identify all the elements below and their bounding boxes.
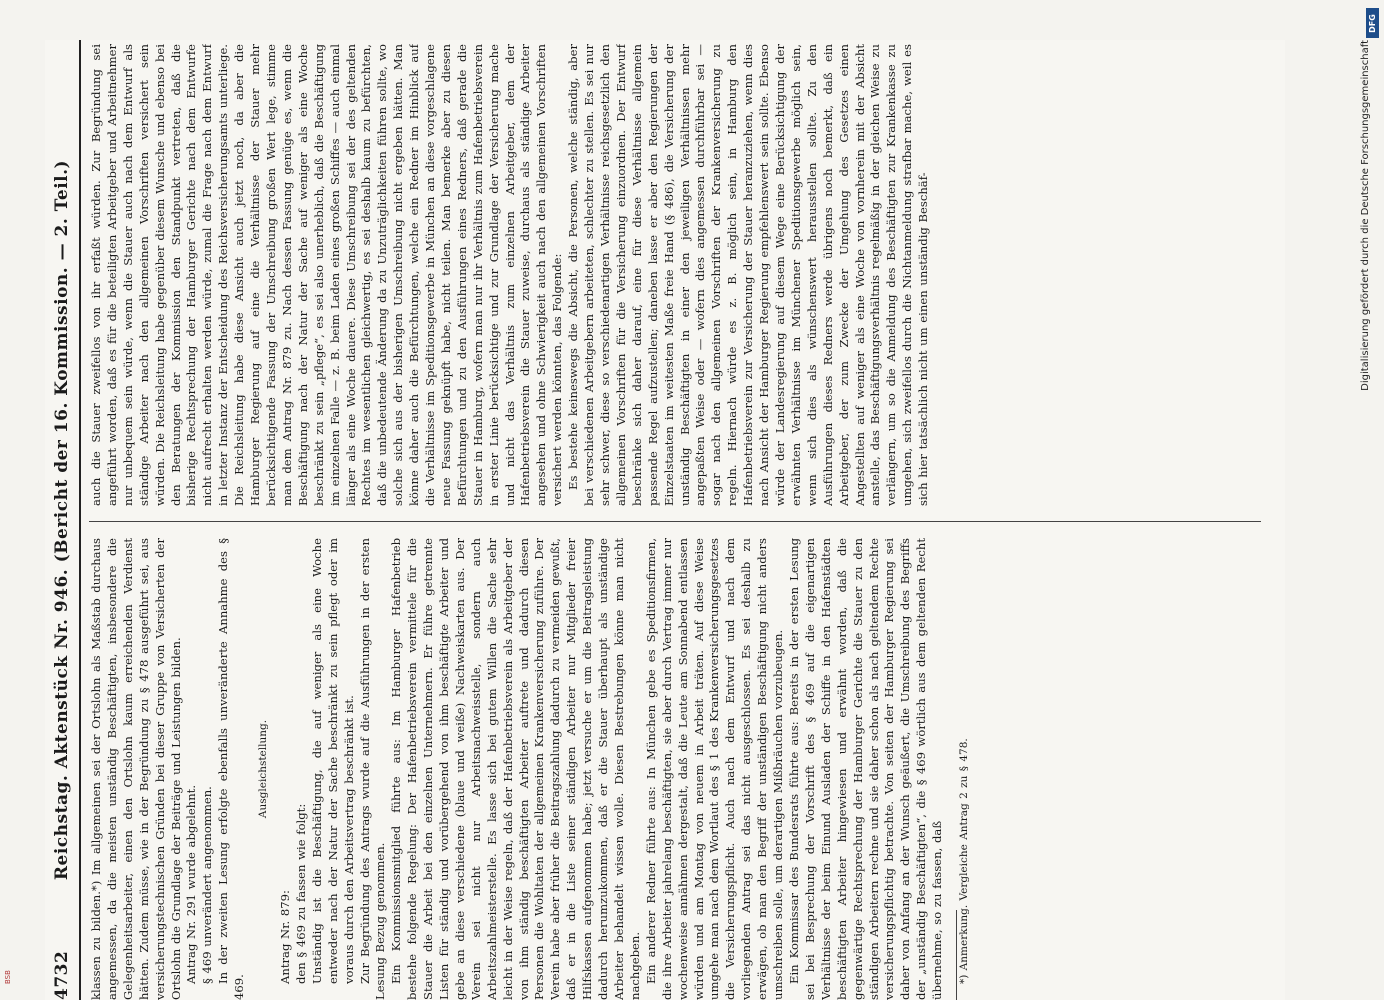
paragraph: auch die Stauer zweifellos von ihr erfaßt würden. Zur Begründung sei angeführt worden, daß es für die beteiligten Arbeitgeber und Arbeitnehmer nur unbequem sein würde, wenn die Stauer auch nach dem Entwurf als ständige Arbeiter nach den allgemeinen Vorschriften versichert sein würden. Die Reichsleitung habe gegenüber diesem Wunsche und ebenso bei den Beratungen der Kommission den Standpunkt vertreten, daß die bisherige Rechtsprechung der Hamburger Gerichte nach dem Entwurfe nicht aufrecht erhalten werden würde, zumal die Frage nach dem Entwurf in letzter Instanz der Entscheidung des Reichsversicherungsamts unterliege. Die Reichsleitung habe diese Ansicht auch jetzt noch, da aber die Hamburger Regierung auf eine die Verhältnisse der Stauer mehr berücksichtigende Fassung der Umschreibung großen Wert lege, stimme man dem Antrag Nr. 879 zu. Nach dessen Fassung genüge es, wenn die Beschäftigung nach der Natur der Sache auf weniger als eine Woche beschränkt zu sein „pflege“, es sei also unerheblich, daß die Beschäftigung im einzelnen Falle — z. B. beim Laden eines großen Schiffes — auch einmal länger als eine Woche dauere. Diese Umschreibung sei der des geltenden Rechtes im wesentlichen gleichwertig, es sei deshalb kaum zu befürchten, daß die unbedeutende Änderung da zu Unzuträglichkeiten führen sollte, wo solche sich aus der bisherigen Umschreibung nicht ergeben hätten. Man könne daher auch die Befürchtungen, welche ein Redner im Hinblick auf die Verhältnisse im Speditionsgewerbe in München an diese vorgeschlagene neue Fassung geknüpft habe, nicht teilen. Man bemerke aber zu diesen Befürchtungen und zu den Ausführungen eines Redners, daß gerade die Stauer in Hamburg, wofern man nur ihr Verhältnis zum Hafenbetriebsverein in erster Linie berücksichtige und zur Grundlage der Versicherung mache und nicht das Verhältnis zum einzelnen Arbeitgeber, dem der Hafenbetriebsverein die Stauer zuweise, durchaus als ständige Arbeiter angesehen und ohne Schwierigkeit auch nach den allgemeinen Vorschriften versichert werden könnten, das Folgende: bbox=[89, 44, 565, 506]
page-header bbox=[45, 40, 81, 1000]
motion-text: Unständig ist die Beschäftigung, die auf weniger als eine Woche entweder nach der Natur der Sache beschränkt zu sein pflegt oder im voraus durch den Arbeitsvertrag beschränkt ist. bbox=[309, 538, 356, 984]
right-text-column bbox=[89, 44, 1261, 506]
paragraph: klassen zu bilden.*) Im allgemeinen sei der Ortslohn als Maßstab durchaus angemessen, da die meisten unständig Beschäftigten, insbesondere die Gelegenheitsarbeiter, einen den Ortslohn kaum erreichenden Verdienst hätten. Zudem müsse, wie in der Begründung zu § 478 ausgeführt sei, aus versicherungstechnischen Gründen bei dieser Gruppe von Versicherten der Ortslohn die Grundlage der Beiträge und Leistungen bilden. bbox=[89, 538, 183, 1000]
paragraph: Zur Begründung des Antrags wurde auf die Ausführungen in der ersten Lesung Bezug genommen. bbox=[357, 538, 388, 1000]
paragraph: Es bestehe keineswegs die Absicht, die Personen, welche ständig, aber bei verschiedenen Arbeitgebern arbeiteten, schlechter zu stellen. Es sei nur sehr schwer, diese so verschiedenartigen Verhältnisse reichsgesetzlich den allgemeinen Vorschriften für die Versicherung einzuordnen. Der Entwurf beschränke sich daher darauf, eine für diese Verhältnisse allgemein passende Regel aufzustellen; daneben lasse er aber den Regierungen der Einzelstaaten im weitesten Maße freie Hand (§ 486), die Versicherung der unständig Beschäftigten in einer den jeweiligen Verhältnissen mehr angepaßten Weise oder — wofern dies angemessen durchführbar sei — sogar nach den allgemeinen Vorschriften der Krankenversicherung zu regeln. Hiernach würde es z. B. möglich sein, in Hamburg den Hafenbetriebsverein zur Versicherung der Stauer heranzuziehen, wenn dies nach Ansicht der Hamburger Regierung empfehlenswert sein sollte. Ebenso würde der Landesregierung auf diesem Wege eine Berücksichtigung der erwähnten Verhältnisse im Münchener Speditionsgewerbe möglich sein, wenn sich dies als wünschenswert herausstellen sollte. Zu den Ausführungen dieses Redners werde übrigens noch bemerkt, daß ein Arbeitgeber, der zum Zwecke der Umgehung des Gesetzes einen Angestellten auf weniger als eine Woche von vornherein mit der Absicht anstelle, das Beschäftigungsverhältnis regelmäßig in der gleichen Weise zu verlängern, um so die Anmeldung des Beschäftigten zur Krankenkasse zu umgehen, sich zweifellos durch die Nichtanmeldung strafbar mache, weil es sich hier tatsächlich nicht um einen unständig Beschäf- bbox=[566, 44, 931, 506]
digitization-credit: Digitalisierung gefördert durch die Deutsche Forschungsgemeinschaft bbox=[1360, 40, 1371, 391]
page-number: 4732 bbox=[52, 950, 72, 1000]
paragraph: Ein Kommissar des Bundesrats führte aus: Bereits in der ersten Lesung sei bei Besprechung der Vorschrift des § 469 auf die eigenartigen Verhältnisse der beim Einund Ausladen der Schiffe in den Hafenstädten beschäftigten Arbeiter hingewiesen und erwähnt worden, daß die gegenwärtige Rechtsprechung der Hamburger Gerichte die Stauer zu den ständigen Arbeitern rechne und sie daher schon als nach geltendem Rechte versicherungspflichtig betrachte. Von seiten der Hamburger Regierung sei daher von Anfang an der Wunsch geäußert, die Umschreibung des Begriffs der „unständig Beschäftigten“, die § 469 wörtlich aus dem geltenden Recht übernehme, so zu fassen, daß bbox=[786, 538, 945, 1000]
dfg-logo: DFG bbox=[1366, 8, 1379, 38]
paragraph: In der zweiten Lesung erfolgte ebenfalls unveränderte Annahme des § 469. bbox=[216, 538, 247, 1000]
paragraph: Antrag Nr. 291 wurde abgelehnt. bbox=[184, 784, 199, 984]
paragraph: Ein Kommissionsmitglied führte aus: Im Hamburger Hafenbetrieb bestehe folgende Regelung: Der Hafenbetriebsverein vermittele für die Stauer die Arbeit bei den einzelnen Unternehmern. Er führe getrennte Listen für ständig und vorübergehend von ihm beschäftigte Arbeiter und gebe an diese verschiedene (blaue und weiße) Nachweiskarten aus. Der Verein sei nicht nur Arbeitsnachweisstelle, sondern auch Arbeitszahlmeisterstelle. Es lasse sich bei gutem Willen die Sache sehr leicht in der Weise regeln, daß der Hafenbetriebsverein als Arbeitgeber der von ihm ständig beschäftigten Arbeiter auftrete und dadurch diesen Personen die Wohltaten der allgemeinen Krankenversicherung zuführe. Der Verein habe aber früher die Beitragszahlung dadurch zu vermeiden gewußt, daß er in die Liste seiner ständigen Arbeiter nur Mitglieder freier Hilfskassen aufgenommen habe; jetzt versuche er um die Beitragsleistung dadurch herumzukommen, daß er die Stauer überhaupt als unständige Arbeiter behandelt wissen wolle. Diesen Bestrebungen könne man nicht nachgeben. bbox=[389, 538, 642, 1000]
rotated-newspaper-page bbox=[45, 40, 1285, 1000]
bsb-mark: BSB bbox=[4, 970, 12, 984]
left-text-column bbox=[89, 538, 1261, 1000]
section-heading: Ausgleichstellung. bbox=[257, 719, 270, 819]
footnote: *) Anmerkung. Vergleiche Antrag 2 zu § 478. bbox=[958, 738, 971, 984]
paragraph: Antrag Nr. 879: bbox=[277, 890, 292, 984]
digitization-credit-strip bbox=[1352, 0, 1384, 1000]
column-divider bbox=[89, 521, 1261, 522]
paragraph: § 469 unverändert angenommen. bbox=[200, 786, 215, 984]
paragraph: Ein anderer Redner führte aus: In München gebe es Speditionsfirmen, die ihre Arbeiter jahrelang beschäftigten, sie aber durch Vertrag immer nur wochenweise annähmen dergestalt, daß die Leute am Sonnabend entlassen würden und am Montag von neuem in Arbeit träten. Auf diese Weise umgehe man nach dem Wortlaut des § 1 des Krankenversicherungsgesetzes die Versicherungspflicht. Auch nach dem Entwurf und nach dem vorliegenden Antrag sei das nicht ausgeschlossen. Es sei deshalb zu erwägen, ob man den Begriff der unständigen Beschäftigung nicht anders umschreiben solle, um derartigen Mißbräuchen vorzubeugen. bbox=[643, 538, 786, 1000]
paragraph: den § 469 zu fassen wie folgt: bbox=[293, 803, 308, 984]
page-title: Reichstag. Aktenstück Nr. 946. (Bericht der 16. Kommission. — 2. Teil.) bbox=[52, 159, 72, 881]
